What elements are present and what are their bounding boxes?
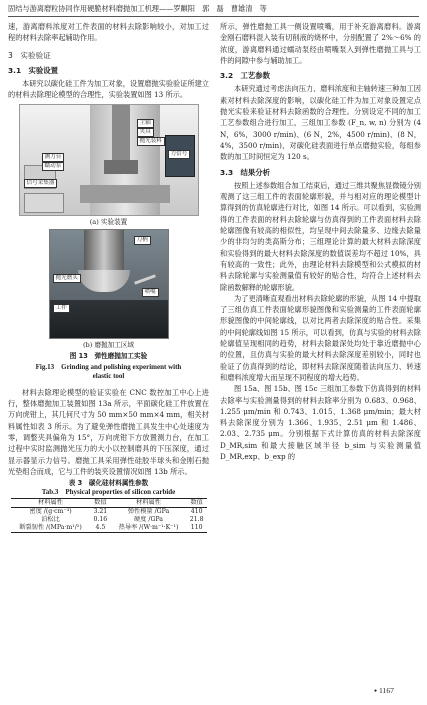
table-row <box>11 524 207 533</box>
figure-13-caption-en-line2: elastic tool <box>92 372 125 381</box>
table-cell: 3.21 <box>93 508 108 516</box>
table-cell: 泊松比 <box>41 516 60 524</box>
polishing-zone-photo <box>49 229 169 339</box>
table-3-caption-en: Tab.3 Physical properties of silicon carbide <box>41 488 176 497</box>
label-signal-collector: 信号采集器 <box>24 179 58 188</box>
figure-13b-subcaption: (b) 磨抛加工区域 <box>82 340 135 349</box>
table-cell: 4.5 <box>95 524 106 532</box>
table-cell: 110 <box>190 524 203 532</box>
table-header-row <box>11 499 207 508</box>
page-number-text: 1167 <box>379 686 394 695</box>
table-cell: 硬度 /GPa <box>134 516 163 524</box>
label-force-signal: 力信号 <box>168 150 191 159</box>
label-dynamometer: 测力台 <box>42 153 65 162</box>
label-nozzle: 喷嘴 <box>142 288 159 297</box>
fixture-shape <box>104 160 138 174</box>
process-parameters-paragraph: 本研究通过考虑法向压力、磨料浓度和主轴转速三种加工因素对材料去除深度的影响，以碳化硅工件为加工对象设置定点抛光实验来验证材料去除函数的合理性。分别设定不同的加工工艺参数组合进行加工，三组加工参数 (F_n, w, n) 分别为 (4 N，6%，3000 r/min)、(6 N，2%，4500 r/min)、(8 N，4%，3500 r/min)，对碳化硅表面进行单点磨抛实验，每组参数的加工时间恒定为 120 s。 <box>220 84 421 162</box>
right-column <box>220 21 421 462</box>
label-peristaltic-pump: 蠕动泵 <box>42 162 65 171</box>
running-header <box>8 2 419 17</box>
nozzle-paragraph: 所示，弹性磨抛工具一侧设置喷嘴，用于补充游离磨料。游离金刚石磨料混入装有切削液的烧杯中，分别配置了 2%～6% 的浓度，游离磨料通过蠕动泵经由喷嘴泵入到弹性磨抛工具与工件的间隙中参与辅助加工。 <box>220 22 421 65</box>
label-spindle: 主轴 <box>137 119 154 128</box>
table-header-property: 材料属性 <box>38 499 63 507</box>
bullet-icon: ● <box>374 688 378 694</box>
running-title: 固结与游离磨粒协同作用硬脆材料磨抛加工机理——罗麒阳 郭 磊 曹雄清 等 <box>8 4 267 13</box>
label-fixture: 夹具 <box>137 128 154 137</box>
table-shape <box>80 185 170 203</box>
table-cell: 弹性模量 /GPa <box>127 508 170 516</box>
acquisition-box-shape <box>24 193 64 213</box>
figure-13-caption-cn: 图 13 弹性磨抛加工实验 <box>69 351 148 360</box>
label-polishing-device: 抛光装料 <box>137 137 165 146</box>
table-header-value: 数值 <box>190 499 203 507</box>
apparatus-paragraph: 材料去除理论模型的验证实验在 CNC 数控加工中心上进行，整体磨抛加工装置如图 13a 所示，平面碳化硅工件放置在万向虎钳上，其几何尺寸为 50 mm×50 mm×4 mm，相关材料属性如表 3 所示。为了避免弹性磨抛工具发生中心处速度为零，调整夹具偏角为 15°，万向虎钳下方放置测力台，在加工过程中实时监测抛光压力的大小以控制磨具的下压深度，通过显示器显示力信号。磨抛工具采用弹性硅胶半球头和金刚石抛光垫组合而成，它与工件的装夹设置情况如图 13b 所示。 <box>8 387 209 476</box>
table-3-caption-cn: 表 3 碳化硅材料属性参数 <box>68 479 149 488</box>
experiment-apparatus-photo <box>19 104 199 216</box>
figure-13a-subcaption: (a) 实验装置 <box>89 217 128 226</box>
table-header-value: 数值 <box>94 499 107 507</box>
section-3-2-heading: 3.2 工艺参数 <box>220 71 271 81</box>
left-column <box>8 21 209 533</box>
table-row <box>11 516 207 524</box>
table-cell: 密度 /(g·cm⁻³) <box>29 508 72 516</box>
label-polishing-head: 抛光磨头 <box>53 274 81 283</box>
figure-13-caption-en-line1: Fig.13 Grinding and polishing experiment with <box>35 362 182 371</box>
table-cell: 0.16 <box>93 516 108 524</box>
section-3-heading: 3 实验验证 <box>8 50 51 60</box>
polishing-head-shape <box>78 270 130 292</box>
table-cell: 410 <box>190 508 203 516</box>
spindle-shape <box>112 105 130 160</box>
table-row <box>11 508 207 517</box>
intro-paragraph: 速，游离磨料浓度对工件表面的材料去除影响较小，对加工过程的材料去除率起辅助作用。 <box>8 22 209 43</box>
table-cell: 热导率 /(W·m⁻¹·K⁻¹) <box>118 524 179 532</box>
page-number <box>374 686 394 695</box>
section-3-1-heading: 3.1 实验设置 <box>8 65 59 75</box>
label-workpiece: 工件 <box>53 304 70 313</box>
table-header-property: 材料属性 <box>136 499 161 507</box>
tool-holder-shape <box>84 230 124 270</box>
label-tool-holder: 刀柄 <box>134 236 151 245</box>
figure-13 <box>8 104 209 382</box>
section-3-3-heading: 3.3 结果分析 <box>220 167 271 177</box>
results-paragraph-1: 按照上述参数组合加工结束后，通过三维共聚焦显微镜分别观测了这三组工件的表面轮廓形貌，并与相对应的理论模型计算得到的仿真轮廓进行对比，如图 14 所示。可以看到，实验测得的工件表面的材料去除轮廓与仿真得到的工件表面材料去除轮廓图像有较高的相似性，均呈现中间去除量多、边缘去除量少的非均匀的类高斯分布；三组理论计算的最大材料去除深度和实验得到的最大材料去除深度的数值误差均不超过 10%，具有较高的一致性；此外，由理论材料去除模型和公式模拟的材料去除轮廓与实验测量值有较好的贴合性，均符合上述材料去除函数解释的轮廓形貌。 <box>220 180 421 292</box>
silicon-carbide-properties-table <box>11 498 207 533</box>
results-paragraph-3: 图 15a、图 15b、图 15c 三组加工参数下仿真得到的材料去除率与实验测量得到的材料去除率分别为 0.683、0.968、1.255 μm/min 和 0.743、1.015、1.368 μm/min；最大材料去除深度分别为 1.366、1.935、2.51 μm 和 1.486、2.03、2.735 μm。分别根据下式计算仿真的材料去除深度 D_MR,sim 和最大接触区域半径 b_sim 与实验测量值 D_MR,exp、b_exp 的 <box>220 384 421 461</box>
table-cell: 21.8 <box>189 516 204 524</box>
experiment-setup-paragraph: 本研究以碳化硅工件为加工对象，设置磨抛实验验证所建立的材料去除理论模型的合理性，实验装置如图 13 所示。 <box>8 79 209 100</box>
table-cell: 断裂韧性 /(MPa·m¹/²) <box>19 524 82 532</box>
nozzle-shape <box>134 274 156 284</box>
results-paragraph-2: 为了更清晰直观看出材料去除轮廓的形貌，从图 14 中提取了三组仿真工件表面轮廓形貌图像和实验测量的工件表面轮廓形貌图像的中间轮廓线，以对比两者去除深度的贴合性。采集的中间轮廓线如图 15 所示，可以看到，仿真与实验的材料去除轮廓值呈现相同的趋势，材料去除最深处均处于靠近磨抛中心的位置，且仿真与实验的最大材料去除深度差别较小，同时也验证了仿真得到的结论，即材料去除深度随着法向压力、转速和磨料浓度增大而呈现不同程度的增大趋势。 <box>220 293 421 382</box>
